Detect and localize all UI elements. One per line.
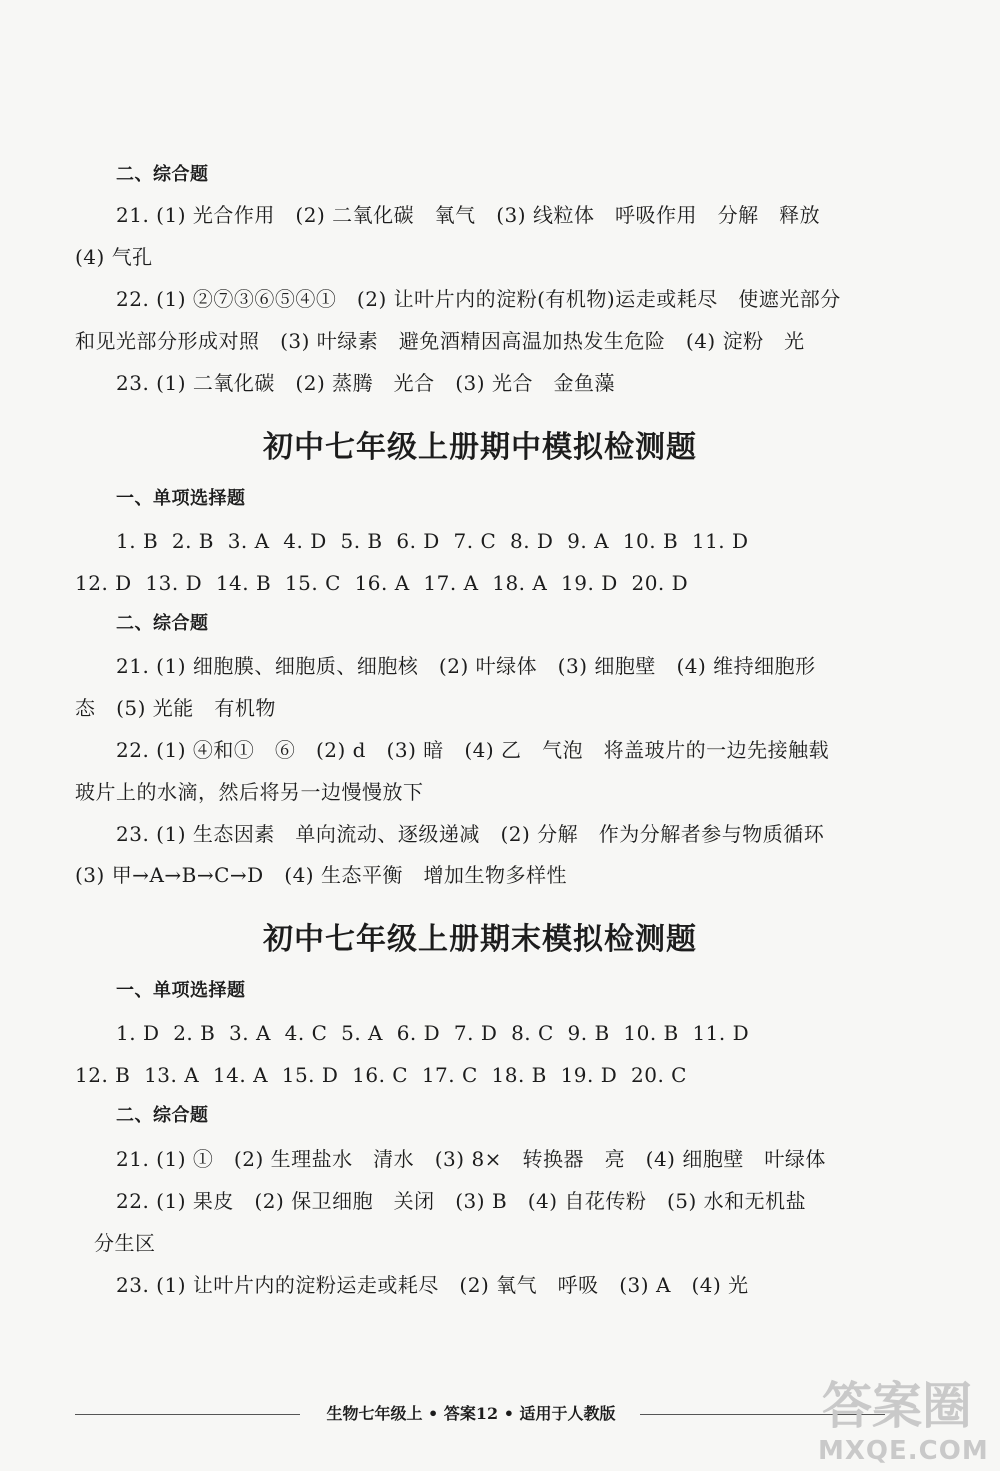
section-heading: 二、综合题 (116, 613, 209, 634)
answer-line: 和见光部分形成对照 (3) 叶绿素 避免酒精因高温加热发生危险 (4) 淀粉 光 (75, 329, 805, 353)
footer-label: 生物七年级上 • 答案12 • 适用于人教版 (326, 1404, 616, 1423)
footer-divider (75, 1414, 300, 1415)
section-heading: 二、综合题 (116, 164, 209, 185)
answer-line: 21. (1) ① (2) 生理盐水 清水 (3) 8× 转换器 亮 (4) 细胞壁 叶绿体 (116, 1147, 826, 1171)
answer-line: 22. (1) ④和① ⑥ (2) d (3) 暗 (4) 乙 气泡 将盖玻片的一边先接触载 (116, 738, 830, 762)
answer-line: 玻片上的水滴，然后将另一边慢慢放下 (75, 780, 424, 804)
choice-answers-line: 1. B 2. B 3. A 4. D 5. B 6. D 7. C 8. D 9. A 10. B 11. D (116, 529, 749, 553)
answer-line: (3) 甲→A→B→C→D (4) 生态平衡 增加生物多样性 (75, 863, 568, 887)
answer-line: 23. (1) 让叶片内的淀粉运走或耗尽 (2) 氧气 呼吸 (3) A (4) 光 (116, 1273, 749, 1297)
answer-line: 21. (1) 光合作用 (2) 二氧化碳 氧气 (3) 线粒体 呼吸作用 分解 释放 (116, 203, 821, 227)
exam-title: 初中七年级上册期中模拟检测题 (263, 430, 697, 465)
answer-line: 22. (1) ②⑦③⑥⑤④① (2) 让叶片内的淀粉(有机物)运走或耗尽 使遮光部分 (116, 287, 841, 311)
answer-line: 23. (1) 二氧化碳 (2) 蒸腾 光合 (3) 光合 金鱼藻 (116, 371, 616, 395)
answer-line: (4) 气孔 (75, 245, 153, 269)
section-heading: 一、单项选择题 (116, 980, 246, 1001)
choice-answers-line: 12. D 13. D 14. B 15. C 16. A 17. A 18. A 19. D 20. D (75, 571, 689, 595)
answer-line: 分生区 (94, 1231, 156, 1255)
watermark-logo: 答案圈 (822, 1377, 972, 1435)
answer-line: 21. (1) 细胞膜、细胞质、细胞核 (2) 叶绿体 (3) 细胞壁 (4) 维持细胞形 (116, 654, 816, 678)
answer-line: 23. (1) 生态因素 单向流动、逐级递减 (2) 分解 作为分解者参与物质循环 (116, 822, 825, 846)
section-heading: 一、单项选择题 (116, 488, 246, 509)
choice-answers-line: 12. B 13. A 14. A 15. D 16. C 17. C 18. B 19. D 20. C (75, 1063, 687, 1087)
watermark-url: MXQE.COM (818, 1436, 989, 1466)
exam-title: 初中七年级上册期末模拟检测题 (263, 922, 697, 957)
answer-line: 态 (5) 光能 有机物 (75, 696, 276, 720)
answer-line: 22. (1) 果皮 (2) 保卫细胞 关闭 (3) B (4) 自花传粉 (5) 水和无机盐 (116, 1189, 807, 1213)
choice-answers-line: 1. D 2. B 3. A 4. C 5. A 6. D 7. D 8. C 9. B 10. B 11. D (116, 1021, 750, 1045)
section-heading: 二、综合题 (116, 1105, 209, 1126)
